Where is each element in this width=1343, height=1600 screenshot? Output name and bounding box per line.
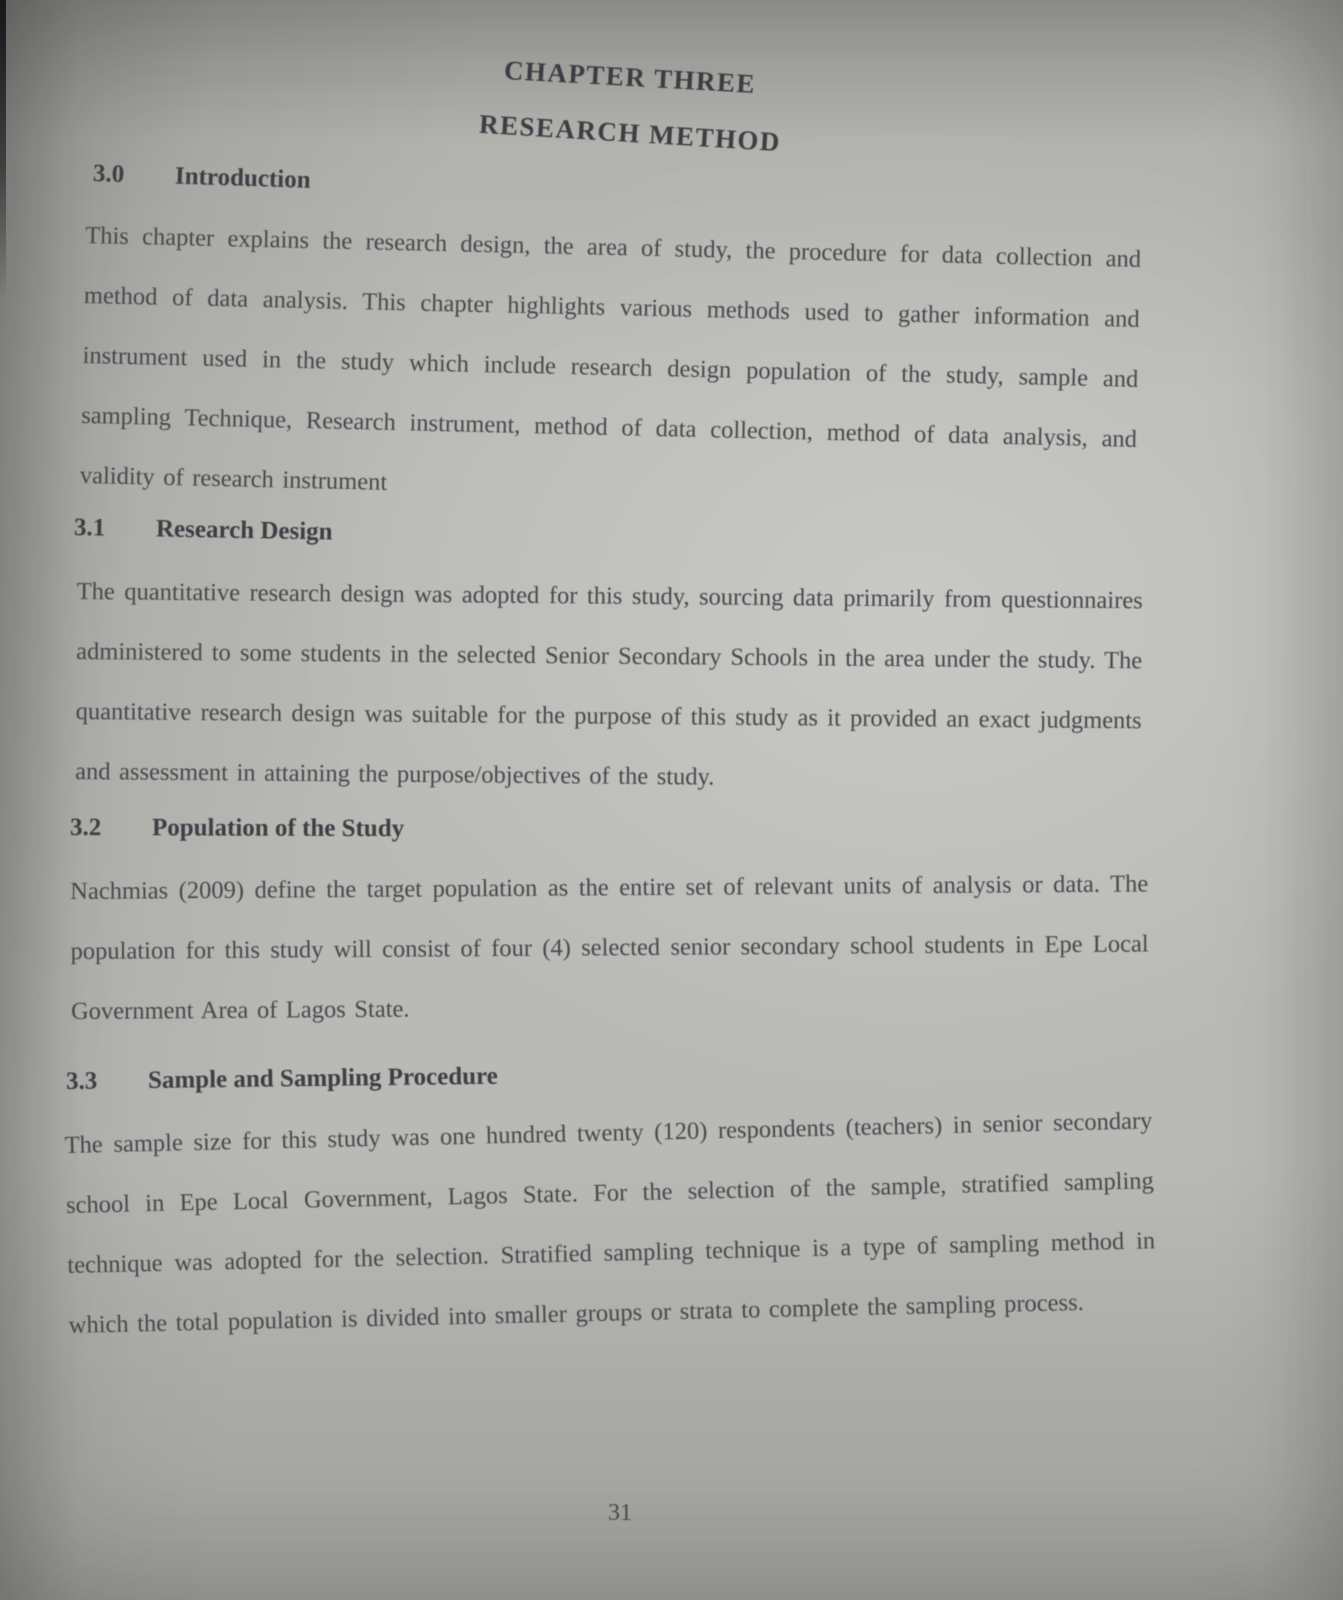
section-heading-sampling	[66, 1063, 498, 1096]
section-heading-introduction	[93, 160, 311, 195]
page-number: 31	[608, 1500, 632, 1526]
chapter-subtitle: RESEARCH METHOD	[478, 108, 782, 158]
section-title: Sample and Sampling Procedure	[147, 1062, 498, 1094]
section-paragraph-introduction: This chapter explains the research design, the area of study, the procedure for data collection and method of data analysis. This chapter highlights various methods used to gather information and instrument used in the study which include research design population of the study, sample and sampling Technique, Research instrument, method of data collection, method of data analysis, and validity of research instrument	[79, 221, 1142, 496]
section-number: 3.1	[73, 514, 106, 542]
section-number: 3.3	[65, 1067, 98, 1095]
section-heading-population	[70, 814, 404, 843]
section-title: Introduction	[174, 162, 312, 194]
chapter-title: CHAPTER THREE	[503, 54, 757, 100]
section-paragraph-research-design: The quantitative research design was adopted for this study, sourcing data primarily from questionnaires administered to some students in the selected Senior Secondary Schools in the area under the study. The quantitative research design was suitable for the purpose of this study as it provided an exact judgments and assessment in attaining the purpose/objectives of the study.	[75, 577, 1143, 791]
section-title: Population of the Study	[151, 814, 405, 843]
section-title: Research Design	[155, 515, 333, 546]
section-number: 3.2	[69, 814, 102, 842]
section-number: 3.0	[92, 160, 125, 188]
section-paragraph-sampling: The sample size for this study was one hundred twenty (120) respondents (teachers) in senior secondary school in Epe Local Government, Lagos State. For the selection of the sample, stratified sampling technique was adopted for the selection. Stratified sampling technique is a type of sampling method in which the total population is divided into smaller groups or strata to complete the sampling process.	[64, 1107, 1156, 1339]
section-paragraph-population: Nachmias (2009) define the target population as the entire set of relevant units of analysis or data. The population for this study will consist of four (4) selected senior secondary school students in Epe Local Government Area of Lagos State.	[70, 870, 1149, 1025]
section-heading-research-design	[74, 514, 333, 547]
